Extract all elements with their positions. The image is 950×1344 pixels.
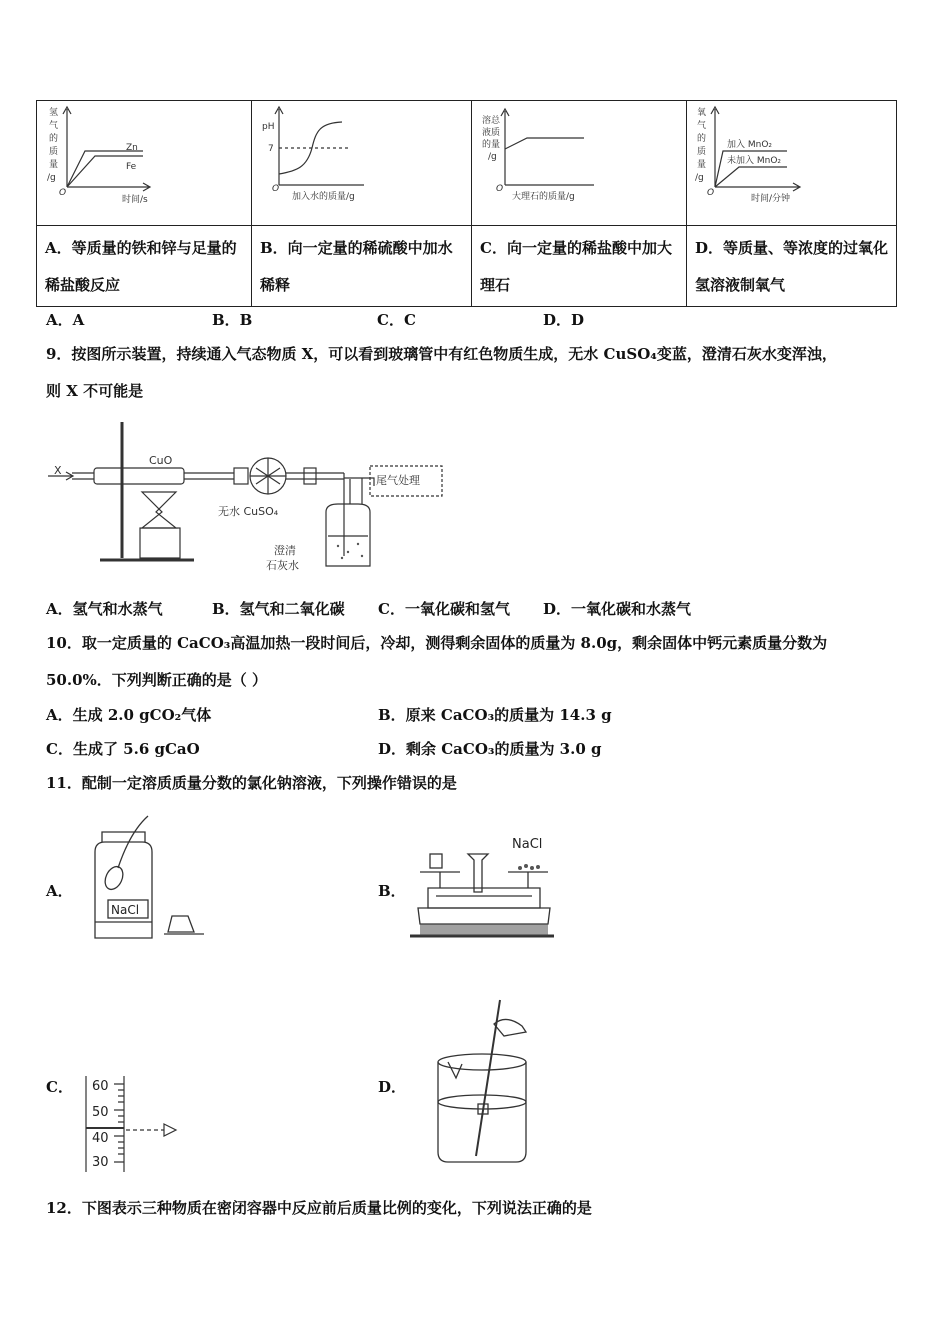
q8-option-d[interactable]: D．D: [543, 311, 585, 329]
graph-a-xlabel: 时间/s: [122, 195, 148, 205]
q9-option-c[interactable]: C．一氧化碳和氢气: [378, 600, 510, 618]
label-nacl-b: NaCl: [512, 837, 543, 852]
q10-option-c[interactable]: C．生成了 5.6 gCaO: [46, 740, 200, 758]
q8-caption-d: D．等质量、等浓度的过氧化氢溶液制氧气: [695, 239, 889, 294]
svg-text:量: 量: [49, 160, 59, 170]
graph-b-xlabel: 加入水的质量/g: [292, 192, 355, 202]
svg-text:O: O: [707, 188, 715, 198]
q8-graph-a: [37, 101, 252, 226]
svg-text:/g: /g: [47, 173, 56, 183]
q11-letter-d[interactable]: D．: [378, 1078, 407, 1096]
svg-text:O: O: [59, 188, 67, 198]
tick-60: 60: [92, 1079, 109, 1094]
q8-graph-c: [472, 101, 687, 226]
svg-text:/g: /g: [695, 173, 704, 183]
svg-text:气: 气: [49, 121, 59, 131]
graph-a-series-fe: Fe: [126, 162, 137, 172]
q9-option-d[interactable]: D．一氧化碳和水蒸气: [543, 600, 692, 618]
label-tail-gas: 尾气处理: [376, 474, 420, 487]
q10-stem-line1: 10．取一定质量的 CaCO₃高温加热一段时间后，冷却，测得剩余固体的质量为 8.0g，剩余固体中钙元素质量分数为: [46, 634, 828, 652]
svg-text:O: O: [272, 184, 280, 194]
q11-image-c-cylinder: [84, 1072, 184, 1176]
wood-block: [140, 528, 180, 558]
q10-option-a[interactable]: A．生成 2.0 gCO₂气体: [46, 706, 212, 724]
svg-text:的量: 的量: [482, 140, 501, 150]
graph-c-xlabel: 大理石的质量/g: [512, 192, 575, 202]
svg-text:O: O: [496, 184, 504, 194]
q11-letter-c[interactable]: C．: [46, 1078, 73, 1096]
limewater-bottle: [326, 504, 370, 566]
label-limewater-1: 澄清: [274, 544, 296, 557]
q9-stem-line1: 9．按图所示装置，持续通入气态物质 X，可以看到玻璃管中有红色物质生成，无水 CuSO₄变蓝，澄清石灰水变浑浊，: [46, 345, 837, 363]
svg-text:/g: /g: [488, 152, 497, 162]
svg-text:量: 量: [697, 160, 707, 170]
svg-text:液质: 液质: [482, 128, 501, 138]
label-limewater-2: 石灰水: [266, 559, 299, 572]
q10-stem-line2: 50.0%．下列判断正确的是（ ）: [46, 671, 268, 689]
graph-d-ylabel: 氧: [697, 108, 707, 118]
q8-caption-c: C．向一定量的稀盐酸中加大理石: [480, 239, 672, 294]
q8-caption-a: A．等质量的铁和锌与足量的稀盐酸反应: [45, 239, 237, 294]
graph-a-series-zn: Zn: [126, 143, 138, 153]
svg-text:的: 的: [49, 134, 59, 144]
svg-text:质: 质: [697, 147, 707, 157]
q8-table: [36, 100, 897, 307]
tick-40: 40: [92, 1131, 109, 1146]
label-x: X: [54, 464, 62, 477]
label-nacl-a: NaCl: [111, 903, 140, 917]
q11-stem: 11．配制一定溶质质量分数的氯化钠溶液，下列操作错误的是: [46, 774, 457, 792]
svg-text:气: 气: [697, 121, 707, 131]
q11-image-a-spoon-bottle: [90, 812, 210, 942]
q8-caption-b: B．向一定量的稀硫酸中加水稀释: [260, 239, 453, 294]
graph-c-ylabel: 溶总: [482, 116, 501, 126]
q8-option-b[interactable]: B．B: [212, 311, 253, 329]
q8-option-c[interactable]: C．C: [377, 311, 416, 329]
q11-letter-a[interactable]: A．: [46, 882, 73, 900]
q10-option-b[interactable]: B．原来 CaCO₃的质量为 14.3 g: [378, 706, 612, 724]
tick-50: 50: [92, 1105, 109, 1120]
lamp: [142, 492, 176, 528]
label-cuso4: 无水 CuSO₄: [218, 505, 279, 518]
q11-image-d-beaker-stirring: [432, 996, 532, 1166]
q10-option-d[interactable]: D．剩余 CaCO₃的质量为 3.0 g: [378, 740, 602, 758]
q8-graph-b: [252, 101, 472, 226]
graph-b-ylabel: pH: [262, 122, 275, 132]
graph-b-tick: 7: [268, 144, 274, 154]
tick-30: 30: [92, 1155, 109, 1170]
q9-option-b[interactable]: B．氢气和二氧化碳: [212, 600, 345, 618]
graph-a-ylabel: 氢: [49, 108, 59, 118]
graph-d-xlabel: 时间/分钟: [751, 194, 791, 204]
label-cuo: CuO: [149, 454, 173, 467]
q8-graph-d: [687, 101, 897, 226]
glass-tube: [94, 468, 184, 484]
graph-d-series-no-mno2: 未加入 MnO₂: [727, 156, 782, 166]
q8-option-a[interactable]: A．A: [46, 311, 85, 329]
q11-letter-b[interactable]: B．: [378, 882, 406, 900]
q11-image-b-balance: [408, 832, 558, 944]
svg-text:质: 质: [49, 147, 59, 157]
q9-apparatus-diagram: [44, 416, 454, 578]
q12-stem: 12．下图表示三种物质在密闭容器中反应前后质量比例的变化，下列说法正确的是: [46, 1199, 592, 1217]
q9-stem-line2: 则 X 不可能是: [46, 382, 144, 400]
graph-d-series-mno2: 加入 MnO₂: [727, 140, 773, 150]
q9-option-a[interactable]: A．氢气和水蒸气: [46, 600, 163, 618]
svg-text:的: 的: [697, 134, 707, 144]
